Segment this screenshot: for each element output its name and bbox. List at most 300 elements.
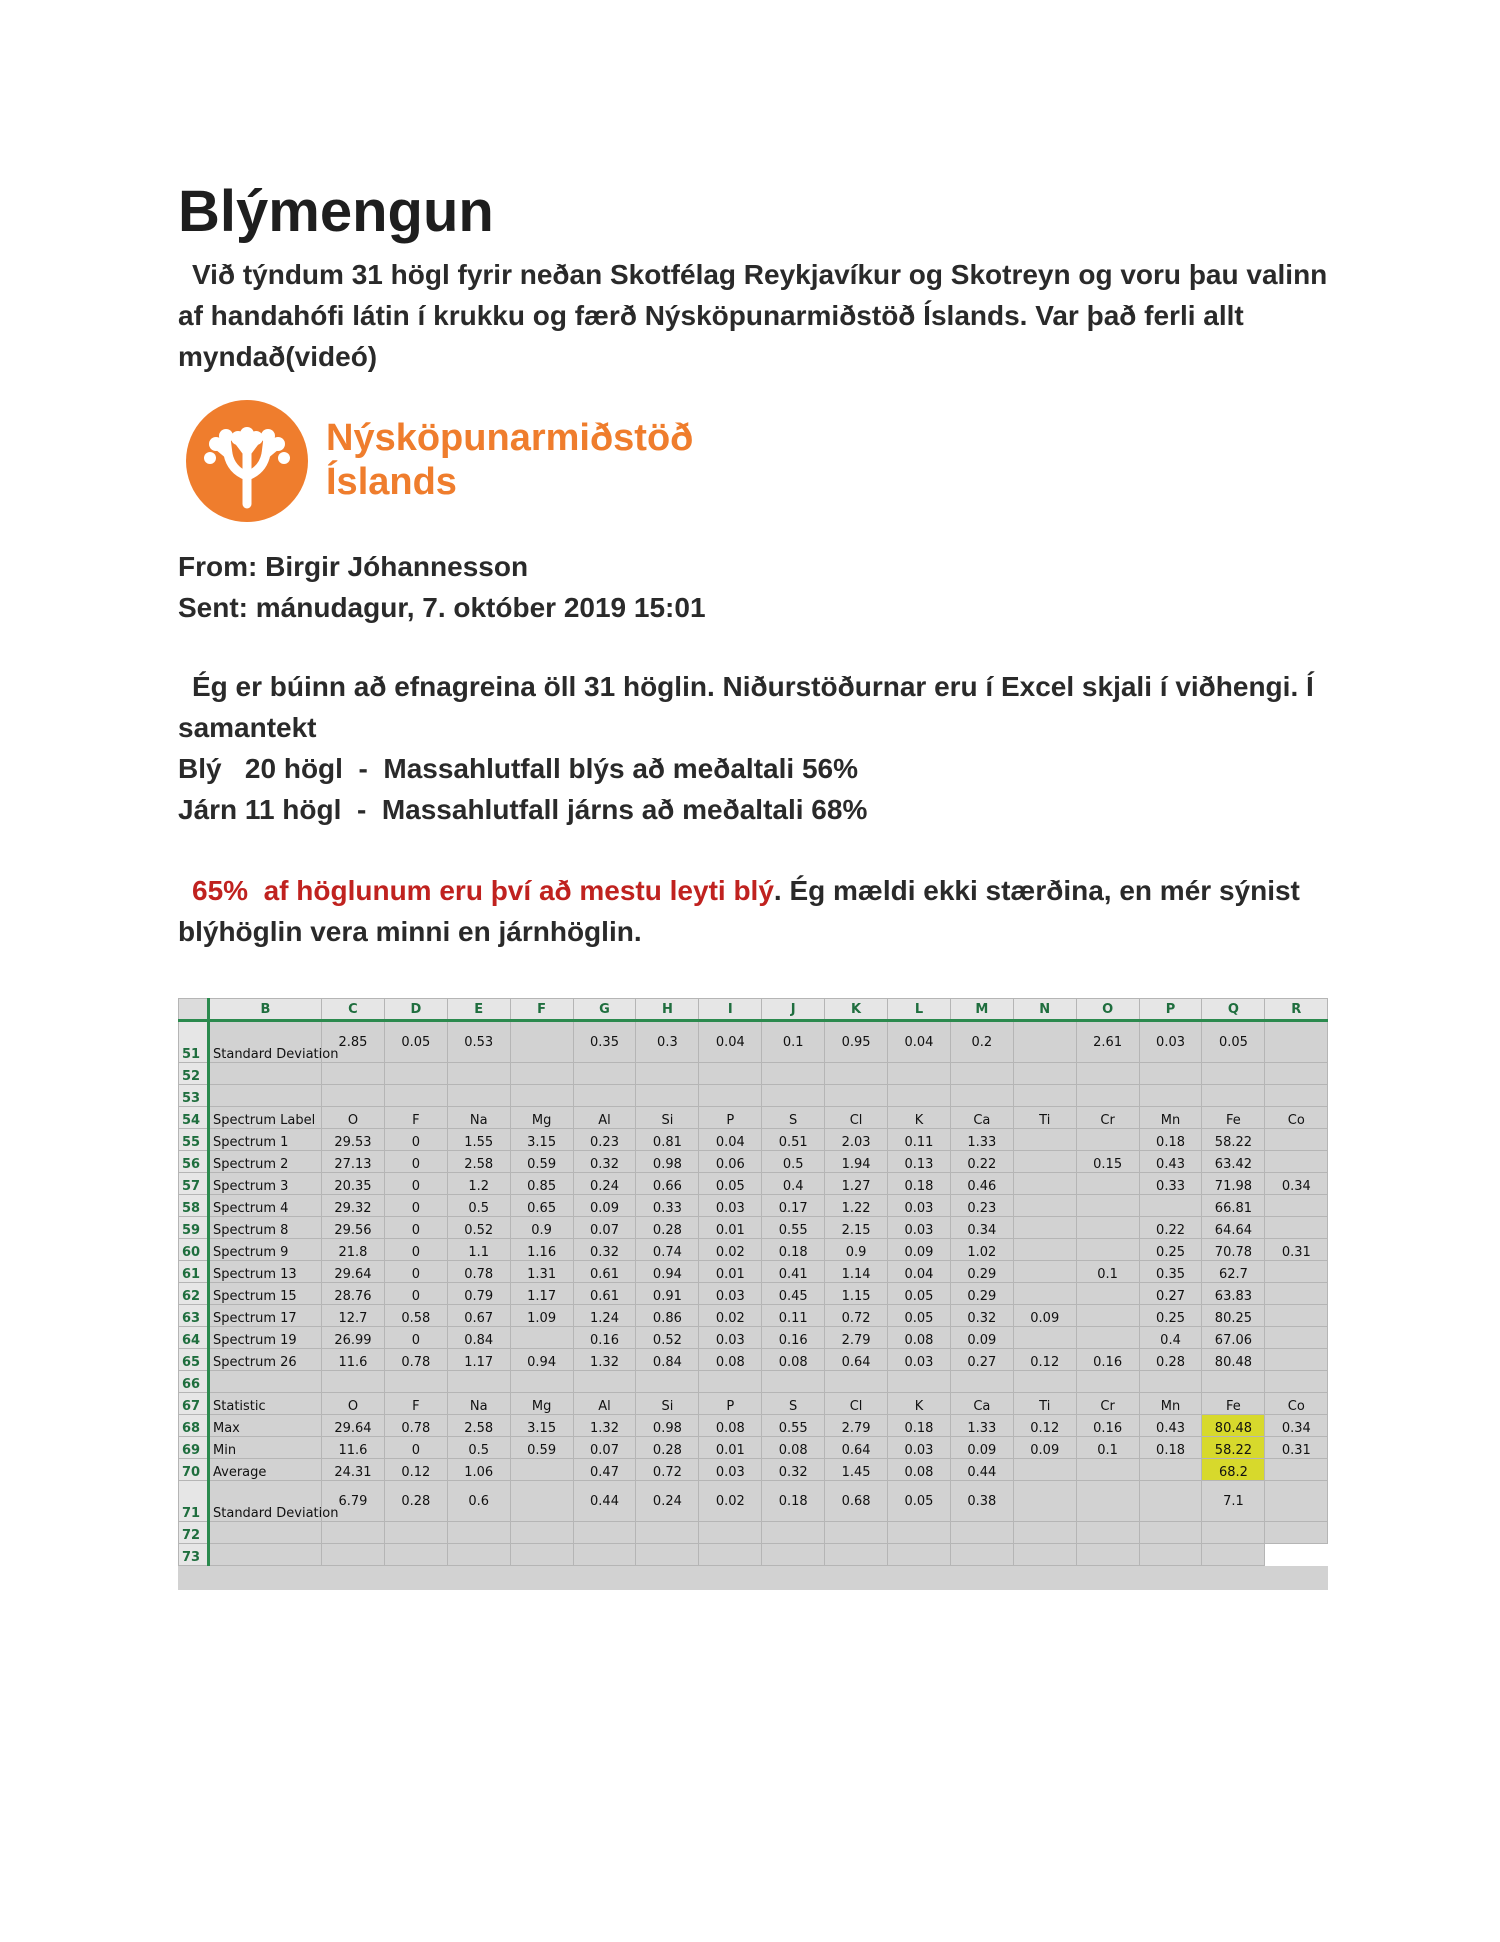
cell-n69[interactable]: 0.09 <box>1013 1437 1076 1459</box>
cell-p60[interactable]: 0.25 <box>1139 1239 1202 1261</box>
cell-f56[interactable]: 0.59 <box>510 1151 573 1173</box>
cell-o64[interactable] <box>1076 1327 1139 1349</box>
cell-c55[interactable]: 29.53 <box>322 1129 385 1151</box>
cell-o69[interactable]: 0.1 <box>1076 1437 1139 1459</box>
cell-h60[interactable]: 0.74 <box>636 1239 699 1261</box>
cell-k59[interactable]: 2.15 <box>825 1217 888 1239</box>
cell-p59[interactable]: 0.22 <box>1139 1217 1202 1239</box>
column-header-l[interactable]: L <box>888 999 951 1021</box>
cell-j63[interactable]: 0.11 <box>762 1305 825 1327</box>
cell-d65[interactable]: 0.78 <box>384 1349 447 1371</box>
cell-i55[interactable]: 0.04 <box>699 1129 762 1151</box>
column-header-f[interactable]: F <box>510 999 573 1021</box>
column-header-r[interactable]: R <box>1265 999 1328 1021</box>
cell-q56[interactable]: 63.42 <box>1202 1151 1265 1173</box>
cell-c51[interactable]: 2.85 <box>322 1021 385 1063</box>
cell-q63[interactable]: 80.25 <box>1202 1305 1265 1327</box>
cell-q51[interactable]: 0.05 <box>1202 1021 1265 1063</box>
cell-c69[interactable]: 11.6 <box>322 1437 385 1459</box>
cell-o71[interactable] <box>1076 1481 1139 1522</box>
cell-q59[interactable]: 64.64 <box>1202 1217 1265 1239</box>
cell-l60[interactable]: 0.09 <box>888 1239 951 1261</box>
cell-b56[interactable]: Spectrum 2 <box>209 1151 322 1173</box>
cell-d60[interactable]: 0 <box>384 1239 447 1261</box>
cell-i73[interactable] <box>699 1544 762 1566</box>
cell-n54[interactable]: Ti <box>1013 1107 1076 1129</box>
cell-n62[interactable] <box>1013 1283 1076 1305</box>
cell-c70[interactable]: 24.31 <box>322 1459 385 1481</box>
cell-e54[interactable]: Na <box>447 1107 510 1129</box>
cell-f71[interactable] <box>510 1481 573 1522</box>
cell-r59[interactable] <box>1265 1217 1328 1239</box>
cell-q73[interactable] <box>1202 1544 1265 1566</box>
column-header-o[interactable]: O <box>1076 999 1139 1021</box>
cell-f54[interactable]: Mg <box>510 1107 573 1129</box>
cell-f69[interactable]: 0.59 <box>510 1437 573 1459</box>
cell-q64[interactable]: 67.06 <box>1202 1327 1265 1349</box>
cell-r60[interactable]: 0.31 <box>1265 1239 1328 1261</box>
cell-g53[interactable] <box>573 1085 636 1107</box>
cell-c73[interactable] <box>322 1544 385 1566</box>
row-number-72[interactable]: 72 <box>179 1522 209 1544</box>
cell-k66[interactable] <box>825 1371 888 1393</box>
cell-g55[interactable]: 0.23 <box>573 1129 636 1151</box>
cell-l67[interactable]: K <box>888 1393 951 1415</box>
cell-c71[interactable]: 6.79 <box>322 1481 385 1522</box>
cell-m63[interactable]: 0.32 <box>950 1305 1013 1327</box>
cell-k54[interactable]: Cl <box>825 1107 888 1129</box>
cell-i69[interactable]: 0.01 <box>699 1437 762 1459</box>
cell-p57[interactable]: 0.33 <box>1139 1173 1202 1195</box>
cell-e71[interactable]: 0.6 <box>447 1481 510 1522</box>
cell-b58[interactable]: Spectrum 4 <box>209 1195 322 1217</box>
cell-r68[interactable]: 0.34 <box>1265 1415 1328 1437</box>
cell-n52[interactable] <box>1013 1063 1076 1085</box>
cell-h67[interactable]: Si <box>636 1393 699 1415</box>
cell-i52[interactable] <box>699 1063 762 1085</box>
cell-p67[interactable]: Mn <box>1139 1393 1202 1415</box>
cell-g63[interactable]: 1.24 <box>573 1305 636 1327</box>
cell-d62[interactable]: 0 <box>384 1283 447 1305</box>
cell-b57[interactable]: Spectrum 3 <box>209 1173 322 1195</box>
cell-i51[interactable]: 0.04 <box>699 1021 762 1063</box>
cell-k52[interactable] <box>825 1063 888 1085</box>
cell-l62[interactable]: 0.05 <box>888 1283 951 1305</box>
column-header-e[interactable]: E <box>447 999 510 1021</box>
cell-c59[interactable]: 29.56 <box>322 1217 385 1239</box>
cell-c53[interactable] <box>322 1085 385 1107</box>
cell-d55[interactable]: 0 <box>384 1129 447 1151</box>
cell-l59[interactable]: 0.03 <box>888 1217 951 1239</box>
cell-k64[interactable]: 2.79 <box>825 1327 888 1349</box>
cell-j60[interactable]: 0.18 <box>762 1239 825 1261</box>
cell-e61[interactable]: 0.78 <box>447 1261 510 1283</box>
cell-o66[interactable] <box>1076 1371 1139 1393</box>
cell-d72[interactable] <box>384 1522 447 1544</box>
cell-p63[interactable]: 0.25 <box>1139 1305 1202 1327</box>
cell-c64[interactable]: 26.99 <box>322 1327 385 1349</box>
cell-n70[interactable] <box>1013 1459 1076 1481</box>
cell-c66[interactable] <box>322 1371 385 1393</box>
cell-f67[interactable]: Mg <box>510 1393 573 1415</box>
cell-d52[interactable] <box>384 1063 447 1085</box>
cell-e64[interactable]: 0.84 <box>447 1327 510 1349</box>
cell-e53[interactable] <box>447 1085 510 1107</box>
cell-n67[interactable]: Ti <box>1013 1393 1076 1415</box>
cell-l70[interactable]: 0.08 <box>888 1459 951 1481</box>
cell-n63[interactable]: 0.09 <box>1013 1305 1076 1327</box>
row-number-55[interactable]: 55 <box>179 1129 209 1151</box>
cell-g59[interactable]: 0.07 <box>573 1217 636 1239</box>
column-header-c[interactable]: C <box>322 999 385 1021</box>
cell-f59[interactable]: 0.9 <box>510 1217 573 1239</box>
cell-h63[interactable]: 0.86 <box>636 1305 699 1327</box>
cell-n55[interactable] <box>1013 1129 1076 1151</box>
cell-p70[interactable] <box>1139 1459 1202 1481</box>
cell-q57[interactable]: 71.98 <box>1202 1173 1265 1195</box>
cell-g70[interactable]: 0.47 <box>573 1459 636 1481</box>
cell-c56[interactable]: 27.13 <box>322 1151 385 1173</box>
cell-b70[interactable]: Average <box>209 1459 322 1481</box>
cell-m57[interactable]: 0.46 <box>950 1173 1013 1195</box>
cell-o52[interactable] <box>1076 1063 1139 1085</box>
cell-r57[interactable]: 0.34 <box>1265 1173 1328 1195</box>
cell-c57[interactable]: 20.35 <box>322 1173 385 1195</box>
cell-r63[interactable] <box>1265 1305 1328 1327</box>
cell-b54[interactable]: Spectrum Label <box>209 1107 322 1129</box>
cell-k56[interactable]: 1.94 <box>825 1151 888 1173</box>
cell-c65[interactable]: 11.6 <box>322 1349 385 1371</box>
cell-i68[interactable]: 0.08 <box>699 1415 762 1437</box>
cell-e59[interactable]: 0.52 <box>447 1217 510 1239</box>
cell-f53[interactable] <box>510 1085 573 1107</box>
cell-j72[interactable] <box>762 1522 825 1544</box>
cell-e60[interactable]: 1.1 <box>447 1239 510 1261</box>
cell-b72[interactable] <box>209 1522 322 1544</box>
cell-e66[interactable] <box>447 1371 510 1393</box>
row-number-68[interactable]: 68 <box>179 1415 209 1437</box>
cell-n58[interactable] <box>1013 1195 1076 1217</box>
cell-g72[interactable] <box>573 1522 636 1544</box>
cell-h70[interactable]: 0.72 <box>636 1459 699 1481</box>
cell-q68[interactable]: 80.48 <box>1202 1415 1265 1437</box>
cell-o54[interactable]: Cr <box>1076 1107 1139 1129</box>
cell-i67[interactable]: P <box>699 1393 762 1415</box>
row-number-70[interactable]: 70 <box>179 1459 209 1481</box>
cell-j64[interactable]: 0.16 <box>762 1327 825 1349</box>
cell-f64[interactable] <box>510 1327 573 1349</box>
cell-n71[interactable] <box>1013 1481 1076 1522</box>
cell-k70[interactable]: 1.45 <box>825 1459 888 1481</box>
cell-p62[interactable]: 0.27 <box>1139 1283 1202 1305</box>
cell-l51[interactable]: 0.04 <box>888 1021 951 1063</box>
cell-m56[interactable]: 0.22 <box>950 1151 1013 1173</box>
cell-f52[interactable] <box>510 1063 573 1085</box>
cell-e56[interactable]: 2.58 <box>447 1151 510 1173</box>
cell-k73[interactable] <box>825 1544 888 1566</box>
cell-k69[interactable]: 0.64 <box>825 1437 888 1459</box>
cell-p53[interactable] <box>1139 1085 1202 1107</box>
row-number-69[interactable]: 69 <box>179 1437 209 1459</box>
cell-c68[interactable]: 29.64 <box>322 1415 385 1437</box>
cell-j55[interactable]: 0.51 <box>762 1129 825 1151</box>
cell-f70[interactable] <box>510 1459 573 1481</box>
cell-h73[interactable] <box>636 1544 699 1566</box>
cell-i62[interactable]: 0.03 <box>699 1283 762 1305</box>
cell-p61[interactable]: 0.35 <box>1139 1261 1202 1283</box>
cell-q66[interactable] <box>1202 1371 1265 1393</box>
cell-i64[interactable]: 0.03 <box>699 1327 762 1349</box>
cell-j52[interactable] <box>762 1063 825 1085</box>
cell-m71[interactable]: 0.38 <box>950 1481 1013 1522</box>
cell-l64[interactable]: 0.08 <box>888 1327 951 1349</box>
cell-j53[interactable] <box>762 1085 825 1107</box>
cell-r55[interactable] <box>1265 1129 1328 1151</box>
cell-f72[interactable] <box>510 1522 573 1544</box>
cell-m62[interactable]: 0.29 <box>950 1283 1013 1305</box>
cell-d54[interactable]: F <box>384 1107 447 1129</box>
cell-l56[interactable]: 0.13 <box>888 1151 951 1173</box>
cell-k71[interactable]: 0.68 <box>825 1481 888 1522</box>
cell-p56[interactable]: 0.43 <box>1139 1151 1202 1173</box>
cell-p58[interactable] <box>1139 1195 1202 1217</box>
select-all-corner[interactable] <box>179 999 209 1021</box>
cell-k68[interactable]: 2.79 <box>825 1415 888 1437</box>
cell-n59[interactable] <box>1013 1217 1076 1239</box>
cell-f65[interactable]: 0.94 <box>510 1349 573 1371</box>
row-number-67[interactable]: 67 <box>179 1393 209 1415</box>
cell-l61[interactable]: 0.04 <box>888 1261 951 1283</box>
cell-k53[interactable] <box>825 1085 888 1107</box>
cell-k61[interactable]: 1.14 <box>825 1261 888 1283</box>
cell-d63[interactable]: 0.58 <box>384 1305 447 1327</box>
cell-q71[interactable]: 7.1 <box>1202 1481 1265 1522</box>
cell-k67[interactable]: Cl <box>825 1393 888 1415</box>
cell-p69[interactable]: 0.18 <box>1139 1437 1202 1459</box>
cell-g64[interactable]: 0.16 <box>573 1327 636 1349</box>
cell-q72[interactable] <box>1202 1522 1265 1544</box>
cell-g54[interactable]: Al <box>573 1107 636 1129</box>
cell-f66[interactable] <box>510 1371 573 1393</box>
cell-b71[interactable]: Standard Deviation <box>209 1481 322 1522</box>
cell-n65[interactable]: 0.12 <box>1013 1349 1076 1371</box>
cell-r61[interactable] <box>1265 1261 1328 1283</box>
cell-m59[interactable]: 0.34 <box>950 1217 1013 1239</box>
cell-q65[interactable]: 80.48 <box>1202 1349 1265 1371</box>
cell-j71[interactable]: 0.18 <box>762 1481 825 1522</box>
cell-i71[interactable]: 0.02 <box>699 1481 762 1522</box>
cell-m70[interactable]: 0.44 <box>950 1459 1013 1481</box>
cell-p66[interactable] <box>1139 1371 1202 1393</box>
column-header-q[interactable]: Q <box>1202 999 1265 1021</box>
cell-o57[interactable] <box>1076 1173 1139 1195</box>
cell-r70[interactable] <box>1265 1459 1328 1481</box>
cell-j69[interactable]: 0.08 <box>762 1437 825 1459</box>
cell-q52[interactable] <box>1202 1063 1265 1085</box>
cell-b67[interactable]: Statistic <box>209 1393 322 1415</box>
cell-l65[interactable]: 0.03 <box>888 1349 951 1371</box>
cell-r52[interactable] <box>1265 1063 1328 1085</box>
cell-h64[interactable]: 0.52 <box>636 1327 699 1349</box>
cell-r65[interactable] <box>1265 1349 1328 1371</box>
column-header-p[interactable]: P <box>1139 999 1202 1021</box>
cell-o61[interactable]: 0.1 <box>1076 1261 1139 1283</box>
row-number-73[interactable]: 73 <box>179 1544 209 1566</box>
cell-r66[interactable] <box>1265 1371 1328 1393</box>
cell-p52[interactable] <box>1139 1063 1202 1085</box>
cell-h69[interactable]: 0.28 <box>636 1437 699 1459</box>
row-number-63[interactable]: 63 <box>179 1305 209 1327</box>
cell-n66[interactable] <box>1013 1371 1076 1393</box>
cell-o60[interactable] <box>1076 1239 1139 1261</box>
row-number-65[interactable]: 65 <box>179 1349 209 1371</box>
cell-b68[interactable]: Max <box>209 1415 322 1437</box>
cell-j57[interactable]: 0.4 <box>762 1173 825 1195</box>
cell-j66[interactable] <box>762 1371 825 1393</box>
cell-f68[interactable]: 3.15 <box>510 1415 573 1437</box>
cell-e70[interactable]: 1.06 <box>447 1459 510 1481</box>
cell-f60[interactable]: 1.16 <box>510 1239 573 1261</box>
cell-d58[interactable]: 0 <box>384 1195 447 1217</box>
cell-l54[interactable]: K <box>888 1107 951 1129</box>
cell-j70[interactable]: 0.32 <box>762 1459 825 1481</box>
cell-g52[interactable] <box>573 1063 636 1085</box>
cell-k51[interactable]: 0.95 <box>825 1021 888 1063</box>
cell-b55[interactable]: Spectrum 1 <box>209 1129 322 1151</box>
cell-g68[interactable]: 1.32 <box>573 1415 636 1437</box>
cell-o65[interactable]: 0.16 <box>1076 1349 1139 1371</box>
cell-g73[interactable] <box>573 1544 636 1566</box>
cell-p73[interactable] <box>1139 1544 1202 1566</box>
cell-r54[interactable]: Co <box>1265 1107 1328 1129</box>
cell-b52[interactable] <box>209 1063 322 1085</box>
cell-b51[interactable]: Standard Deviation <box>209 1021 322 1063</box>
cell-n64[interactable] <box>1013 1327 1076 1349</box>
cell-e57[interactable]: 1.2 <box>447 1173 510 1195</box>
column-header-b[interactable]: B <box>209 999 322 1021</box>
row-number-58[interactable]: 58 <box>179 1195 209 1217</box>
cell-g62[interactable]: 0.61 <box>573 1283 636 1305</box>
cell-i61[interactable]: 0.01 <box>699 1261 762 1283</box>
cell-k63[interactable]: 0.72 <box>825 1305 888 1327</box>
row-number-53[interactable]: 53 <box>179 1085 209 1107</box>
cell-l55[interactable]: 0.11 <box>888 1129 951 1151</box>
cell-m65[interactable]: 0.27 <box>950 1349 1013 1371</box>
cell-m67[interactable]: Ca <box>950 1393 1013 1415</box>
column-header-g[interactable]: G <box>573 999 636 1021</box>
cell-f63[interactable]: 1.09 <box>510 1305 573 1327</box>
cell-h55[interactable]: 0.81 <box>636 1129 699 1151</box>
row-number-52[interactable]: 52 <box>179 1063 209 1085</box>
cell-c61[interactable]: 29.64 <box>322 1261 385 1283</box>
cell-h57[interactable]: 0.66 <box>636 1173 699 1195</box>
cell-k55[interactable]: 2.03 <box>825 1129 888 1151</box>
row-number-66[interactable]: 66 <box>179 1371 209 1393</box>
cell-b69[interactable]: Min <box>209 1437 322 1459</box>
cell-i60[interactable]: 0.02 <box>699 1239 762 1261</box>
cell-h59[interactable]: 0.28 <box>636 1217 699 1239</box>
cell-m51[interactable]: 0.2 <box>950 1021 1013 1063</box>
cell-n53[interactable] <box>1013 1085 1076 1107</box>
cell-e52[interactable] <box>447 1063 510 1085</box>
cell-i57[interactable]: 0.05 <box>699 1173 762 1195</box>
cell-f61[interactable]: 1.31 <box>510 1261 573 1283</box>
cell-i53[interactable] <box>699 1085 762 1107</box>
cell-g66[interactable] <box>573 1371 636 1393</box>
cell-n60[interactable] <box>1013 1239 1076 1261</box>
cell-n57[interactable] <box>1013 1173 1076 1195</box>
cell-o62[interactable] <box>1076 1283 1139 1305</box>
cell-r64[interactable] <box>1265 1327 1328 1349</box>
cell-k62[interactable]: 1.15 <box>825 1283 888 1305</box>
cell-h54[interactable]: Si <box>636 1107 699 1129</box>
cell-k65[interactable]: 0.64 <box>825 1349 888 1371</box>
cell-o56[interactable]: 0.15 <box>1076 1151 1139 1173</box>
cell-d53[interactable] <box>384 1085 447 1107</box>
cell-b60[interactable]: Spectrum 9 <box>209 1239 322 1261</box>
cell-b63[interactable]: Spectrum 17 <box>209 1305 322 1327</box>
cell-m68[interactable]: 1.33 <box>950 1415 1013 1437</box>
cell-e55[interactable]: 1.55 <box>447 1129 510 1151</box>
cell-g69[interactable]: 0.07 <box>573 1437 636 1459</box>
cell-p71[interactable] <box>1139 1481 1202 1522</box>
cell-q70[interactable]: 68.2 <box>1202 1459 1265 1481</box>
cell-k72[interactable] <box>825 1522 888 1544</box>
column-header-m[interactable]: M <box>950 999 1013 1021</box>
cell-q67[interactable]: Fe <box>1202 1393 1265 1415</box>
cell-k60[interactable]: 0.9 <box>825 1239 888 1261</box>
cell-p51[interactable]: 0.03 <box>1139 1021 1202 1063</box>
cell-d70[interactable]: 0.12 <box>384 1459 447 1481</box>
column-header-i[interactable]: I <box>699 999 762 1021</box>
cell-j68[interactable]: 0.55 <box>762 1415 825 1437</box>
cell-l68[interactable]: 0.18 <box>888 1415 951 1437</box>
cell-p68[interactable]: 0.43 <box>1139 1415 1202 1437</box>
row-number-54[interactable]: 54 <box>179 1107 209 1129</box>
cell-e65[interactable]: 1.17 <box>447 1349 510 1371</box>
cell-e62[interactable]: 0.79 <box>447 1283 510 1305</box>
cell-h53[interactable] <box>636 1085 699 1107</box>
cell-g67[interactable]: Al <box>573 1393 636 1415</box>
cell-p55[interactable]: 0.18 <box>1139 1129 1202 1151</box>
cell-l58[interactable]: 0.03 <box>888 1195 951 1217</box>
cell-h72[interactable] <box>636 1522 699 1544</box>
cell-b73[interactable] <box>209 1544 322 1566</box>
row-number-61[interactable]: 61 <box>179 1261 209 1283</box>
cell-o73[interactable] <box>1076 1544 1139 1566</box>
cell-g61[interactable]: 0.61 <box>573 1261 636 1283</box>
column-header-n[interactable]: N <box>1013 999 1076 1021</box>
cell-m53[interactable] <box>950 1085 1013 1107</box>
cell-h62[interactable]: 0.91 <box>636 1283 699 1305</box>
cell-r67[interactable]: Co <box>1265 1393 1328 1415</box>
cell-i58[interactable]: 0.03 <box>699 1195 762 1217</box>
cell-r69[interactable]: 0.31 <box>1265 1437 1328 1459</box>
cell-m66[interactable] <box>950 1371 1013 1393</box>
cell-j67[interactable]: S <box>762 1393 825 1415</box>
cell-j62[interactable]: 0.45 <box>762 1283 825 1305</box>
cell-d57[interactable]: 0 <box>384 1173 447 1195</box>
column-header-j[interactable]: J <box>762 999 825 1021</box>
cell-f55[interactable]: 3.15 <box>510 1129 573 1151</box>
row-number-71[interactable]: 71 <box>179 1481 209 1522</box>
cell-m73[interactable] <box>950 1544 1013 1566</box>
cell-g71[interactable]: 0.44 <box>573 1481 636 1522</box>
cell-n51[interactable] <box>1013 1021 1076 1063</box>
cell-g57[interactable]: 0.24 <box>573 1173 636 1195</box>
cell-n61[interactable] <box>1013 1261 1076 1283</box>
cell-n73[interactable] <box>1013 1544 1076 1566</box>
